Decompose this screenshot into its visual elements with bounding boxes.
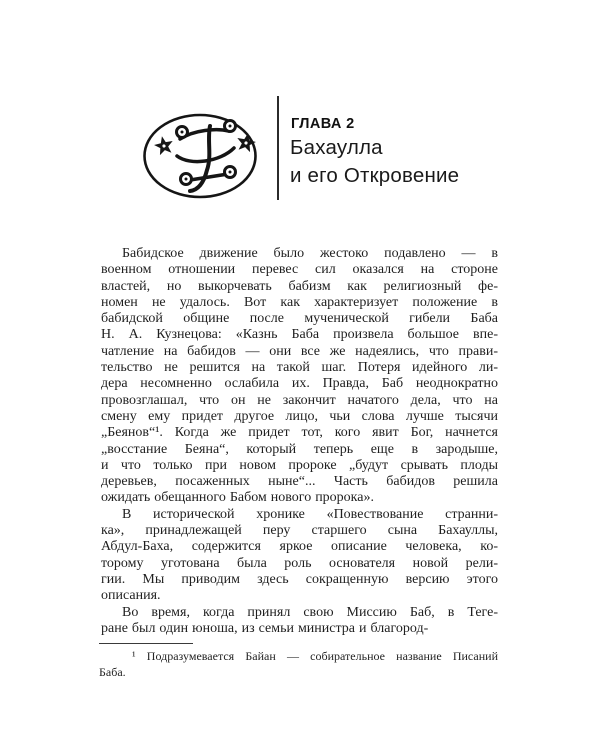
text-line: „восстание Беяна“, который теперь еще в зародыше, — [101, 441, 498, 457]
chapter-label: ГЛАВА 2 — [291, 116, 355, 132]
body-text — [101, 246, 498, 637]
text-line: и что только при новом пророке „будут срывать плоды — [101, 457, 498, 473]
text-line: властей, но выкорчевать бабизм как религиозный фе- — [101, 278, 498, 294]
footnote — [99, 649, 498, 680]
ringstone-glyph — [177, 121, 236, 192]
text-line: военном отношении перевес сил оказался на стороне — [101, 262, 498, 278]
text-line: гии. Мы приводим здесь сокращенную версию этого — [101, 571, 498, 587]
text-line: ка», принадлежащей перу старшего сына Бахауллы, — [101, 523, 498, 539]
paragraph — [101, 605, 498, 638]
header-divider — [277, 96, 279, 200]
text-line: В исторической хронике «Повествование странни- — [122, 506, 498, 522]
text-line: номен не удалось. Вот как характеризует положение в — [101, 294, 498, 310]
text-line: описания. — [101, 588, 161, 604]
chapter-title — [290, 134, 459, 190]
chapter-title-line: и его Откровение — [290, 164, 460, 187]
paragraph — [101, 246, 498, 507]
footnote-rule — [99, 643, 193, 644]
text-line: деревьев, посаженных ныне“... Часть бабидов решила — [101, 474, 498, 490]
bahai-ringstone-icon — [142, 112, 260, 200]
footnote-line: ¹ Подразумевается Байан — собирательное название Писаний — [132, 649, 498, 663]
text-line: ране был один юноша, из семьи министра и благород- — [101, 620, 429, 636]
text-line: „Беянов“¹. Когда же придет тот, кого явит Бог, начнется — [101, 425, 498, 441]
text-line: смену ему придет другое лицо, чьи слова лучше тысячи — [101, 408, 498, 424]
paragraph — [101, 507, 498, 605]
left-star-icon — [153, 134, 175, 156]
text-line: дера несомненно ослабила их. Правда, Баб неоднократно — [101, 376, 498, 392]
chapter-title-line: Бахаулла — [290, 136, 383, 159]
text-line: ожидать обещанного Бабом нового пророка». — [101, 490, 374, 506]
text-line: Во время, когда принял свою Миссию Баб, в Теге- — [122, 604, 498, 620]
footnote-line: Баба. — [99, 664, 126, 679]
text-line: Н. А. Кузнецова: «Казнь Баба произвела большое впе- — [101, 327, 498, 343]
text-line: торому уготована была роль основателя новой рели- — [101, 555, 498, 571]
text-line: провозглашал, что он не закончит начатого дела, что на — [101, 392, 498, 408]
text-line: чатление на бабидов — они все же надеялись, что прави- — [101, 343, 498, 359]
text-line: бабидской общине после мученической гибели Баба — [101, 311, 498, 327]
text-line: тельство не решится на такой шаг. Потеря идейного ли- — [101, 360, 498, 376]
text-line: Абдул-Баха, содержится яркое описание человека, ко- — [101, 539, 498, 555]
text-line: Бабидское движение было жестоко подавлено — в — [122, 246, 498, 261]
